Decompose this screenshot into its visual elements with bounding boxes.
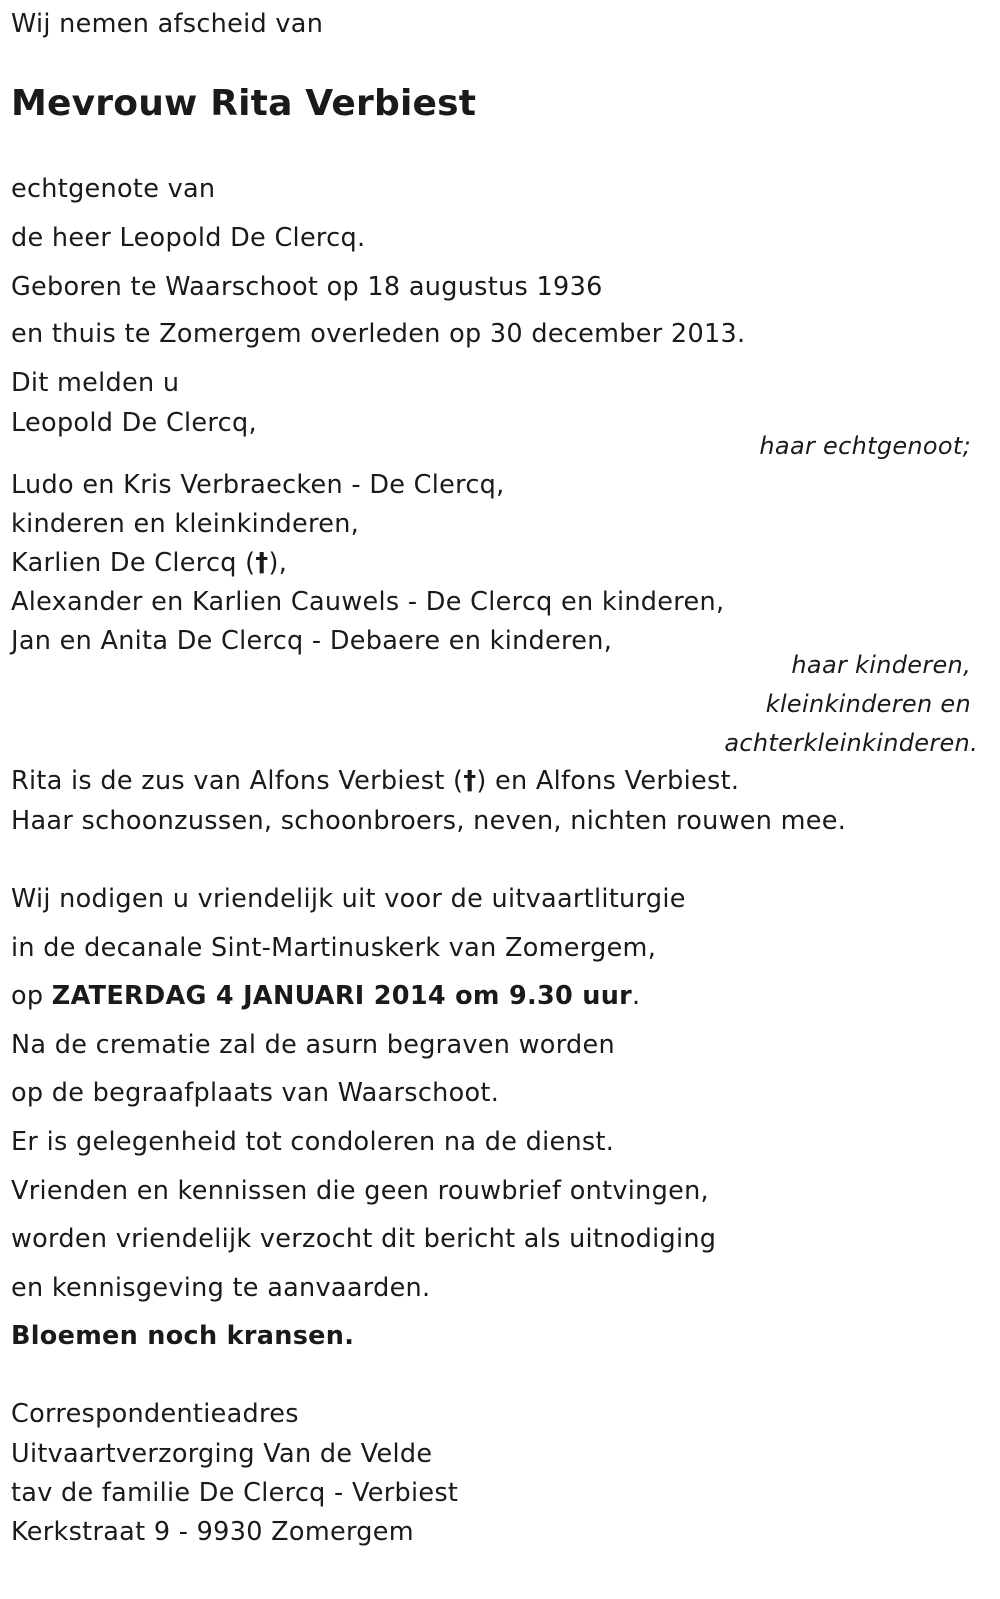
deceased-name-title: Mevrouw Rita Verbiest	[11, 83, 477, 124]
notice-line-1: Vrienden en kennissen die geen rouwbrief ontvingen,	[11, 1176, 709, 1206]
notice-line-3: en kennisgeving te aanvaarden.	[11, 1273, 431, 1303]
cremation-line-1: Na de crematie zal de asurn begraven worden	[11, 1030, 615, 1060]
family-line-5: Jan en Anita De Clercq - Debaere en kinderen,	[11, 626, 613, 656]
invite-line-1: Wij nodigen u vriendelijk uit voor de uitvaartliturgie	[11, 884, 686, 914]
cross-icon: †	[255, 548, 269, 578]
husband-name: Leopold De Clercq,	[11, 408, 257, 438]
cremation-line-2: op de begraafplaats van Waarschoot.	[11, 1078, 500, 1108]
spouse-name: de heer Leopold De Clercq.	[11, 223, 366, 253]
family-line-3	[11, 548, 288, 578]
family-role-1: haar kinderen,	[791, 651, 971, 679]
notice-line-2: worden vriendelijk verzocht dit bericht als uitnodiging	[11, 1224, 717, 1254]
family-role-3: achterkleinkinderen.	[724, 729, 978, 757]
invite-line-3-pre: op	[11, 981, 52, 1011]
family-line-4: Alexander en Karlien Cauwels - De Clercq en kinderen,	[11, 587, 725, 617]
family-line-1: Ludo en Kris Verbraecken - De Clercq,	[11, 470, 505, 500]
invite-line-3	[11, 981, 641, 1011]
correspondence-address: Kerkstraat 9 - 9930 Zomergem	[11, 1517, 414, 1547]
funeral-date-time: ZATERDAG 4 JANUARI 2014 om 9.30 uur	[51, 981, 633, 1011]
invite-line-2: in de decanale Sint-Martinuskerk van Zomergem,	[11, 933, 657, 963]
cross-icon: †	[463, 766, 477, 796]
intro-text: Wij nemen afscheid van	[11, 9, 324, 39]
correspondence-attn: tav de familie De Clercq - Verbiest	[11, 1478, 459, 1508]
invite-line-3-post: .	[632, 981, 641, 1011]
flowers-note: Bloemen noch kransen.	[11, 1321, 355, 1351]
birth-line: Geboren te Waarschoot op 18 augustus 1936	[11, 272, 603, 302]
siblings-line	[11, 766, 740, 796]
family-line-2: kinderen en kleinkinderen,	[11, 509, 360, 539]
family-line-3-pre: Karlien De Clercq (	[11, 548, 256, 578]
siblings-post: ) en Alfons Verbiest.	[476, 766, 740, 796]
spouse-intro: echtgenote van	[11, 174, 216, 204]
death-line: en thuis te Zomergem overleden op 30 december 2013.	[11, 319, 746, 349]
announce-intro: Dit melden u	[11, 368, 180, 398]
correspondence-company: Uitvaartverzorging Van de Velde	[11, 1439, 433, 1469]
husband-role: haar echtgenoot;	[759, 432, 971, 460]
family-role-2: kleinkinderen en	[765, 690, 971, 718]
family-line-3-post: ),	[268, 548, 288, 578]
mourners-line: Haar schoonzussen, schoonbroers, neven, nichten rouwen mee.	[11, 806, 847, 836]
condolence-line: Er is gelegenheid tot condoleren na de dienst.	[11, 1127, 615, 1157]
siblings-pre: Rita is de zus van Alfons Verbiest (	[11, 766, 464, 796]
correspondence-label: Correspondentieadres	[11, 1399, 299, 1429]
